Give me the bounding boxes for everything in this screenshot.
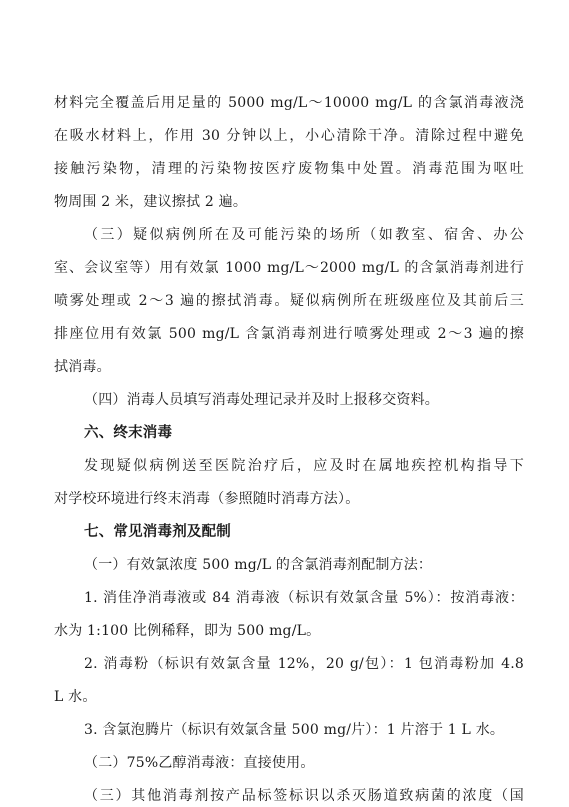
paragraph-line: （四）消毒人员填写消毒处理记录并及时上报移交资料。 [84, 392, 439, 408]
paragraph-line: （二）75%乙醇消毒液：直接使用。 [84, 755, 315, 771]
paragraph-line: 3. 含氯泡腾片（标识有效氯含量 500 mg/片）：1 片溶于 1 L 水。 [84, 722, 505, 738]
paragraph-line: 水为 1:100 比例稀释，即为 500 mg/L。 [54, 623, 321, 639]
paragraph-line: 喷雾处理或 2～3 遍的擦拭消毒。疑似病例所在班级座位及其前后三 [54, 293, 524, 309]
paragraph-line: 2. 消毒粉（标识有效氯含量 12%，20 g/包）：1 包消毒粉加 4.8 [84, 656, 524, 672]
paragraph-line: 室、会议室等）用有效氯 1000 mg/L～2000 mg/L 的含氯消毒剂进行 [54, 260, 524, 276]
paragraph-line: 发现疑似病例送至医院治疗后，应及时在属地疾控机构指导下 [84, 458, 524, 474]
paragraph-line: （一）有效氯浓度 500 mg/L 的含氯消毒剂配制方法： [84, 557, 433, 573]
paragraph-line: 拭消毒。 [54, 359, 111, 375]
paragraph-line: 排座位用有效氯 500 mg/L 含氯消毒剂进行喷雾处理或 2～3 遍的擦 [54, 326, 524, 342]
paragraph-line: 在吸水材料上，作用 30 分钟以上，小心清除干净。清除过程中避免 [54, 128, 524, 144]
paragraph-line: 材料完全覆盖后用足量的 5000 mg/L～10000 mg/L 的含氯消毒液浇 [54, 95, 524, 111]
paragraph-line: （三）其他消毒剂按产品标签标识以杀灭肠道致病菌的浓度（国 [84, 788, 524, 804]
paragraph-line: 物周围 2 米，建议擦拭 2 遍。 [54, 194, 248, 210]
paragraph-line: 接触污染物，清理的污染物按医疗废物集中处置。消毒范围为呕吐 [54, 161, 524, 177]
section-heading: 六、终末消毒 [84, 425, 173, 441]
paragraph-line: 1. 消佳净消毒液或 84 消毒液（标识有效氯含量 5%）：按消毒液： [84, 590, 524, 606]
paragraph-line: 对学校环境进行终末消毒（参照随时消毒方法）。 [54, 491, 360, 507]
paragraph-line: L 水。 [54, 689, 97, 705]
paragraph-line: （三）疑似病例所在及可能污染的场所（如教室、宿舍、办公 [84, 227, 524, 243]
section-heading: 七、常见消毒剂及配制 [84, 524, 231, 540]
